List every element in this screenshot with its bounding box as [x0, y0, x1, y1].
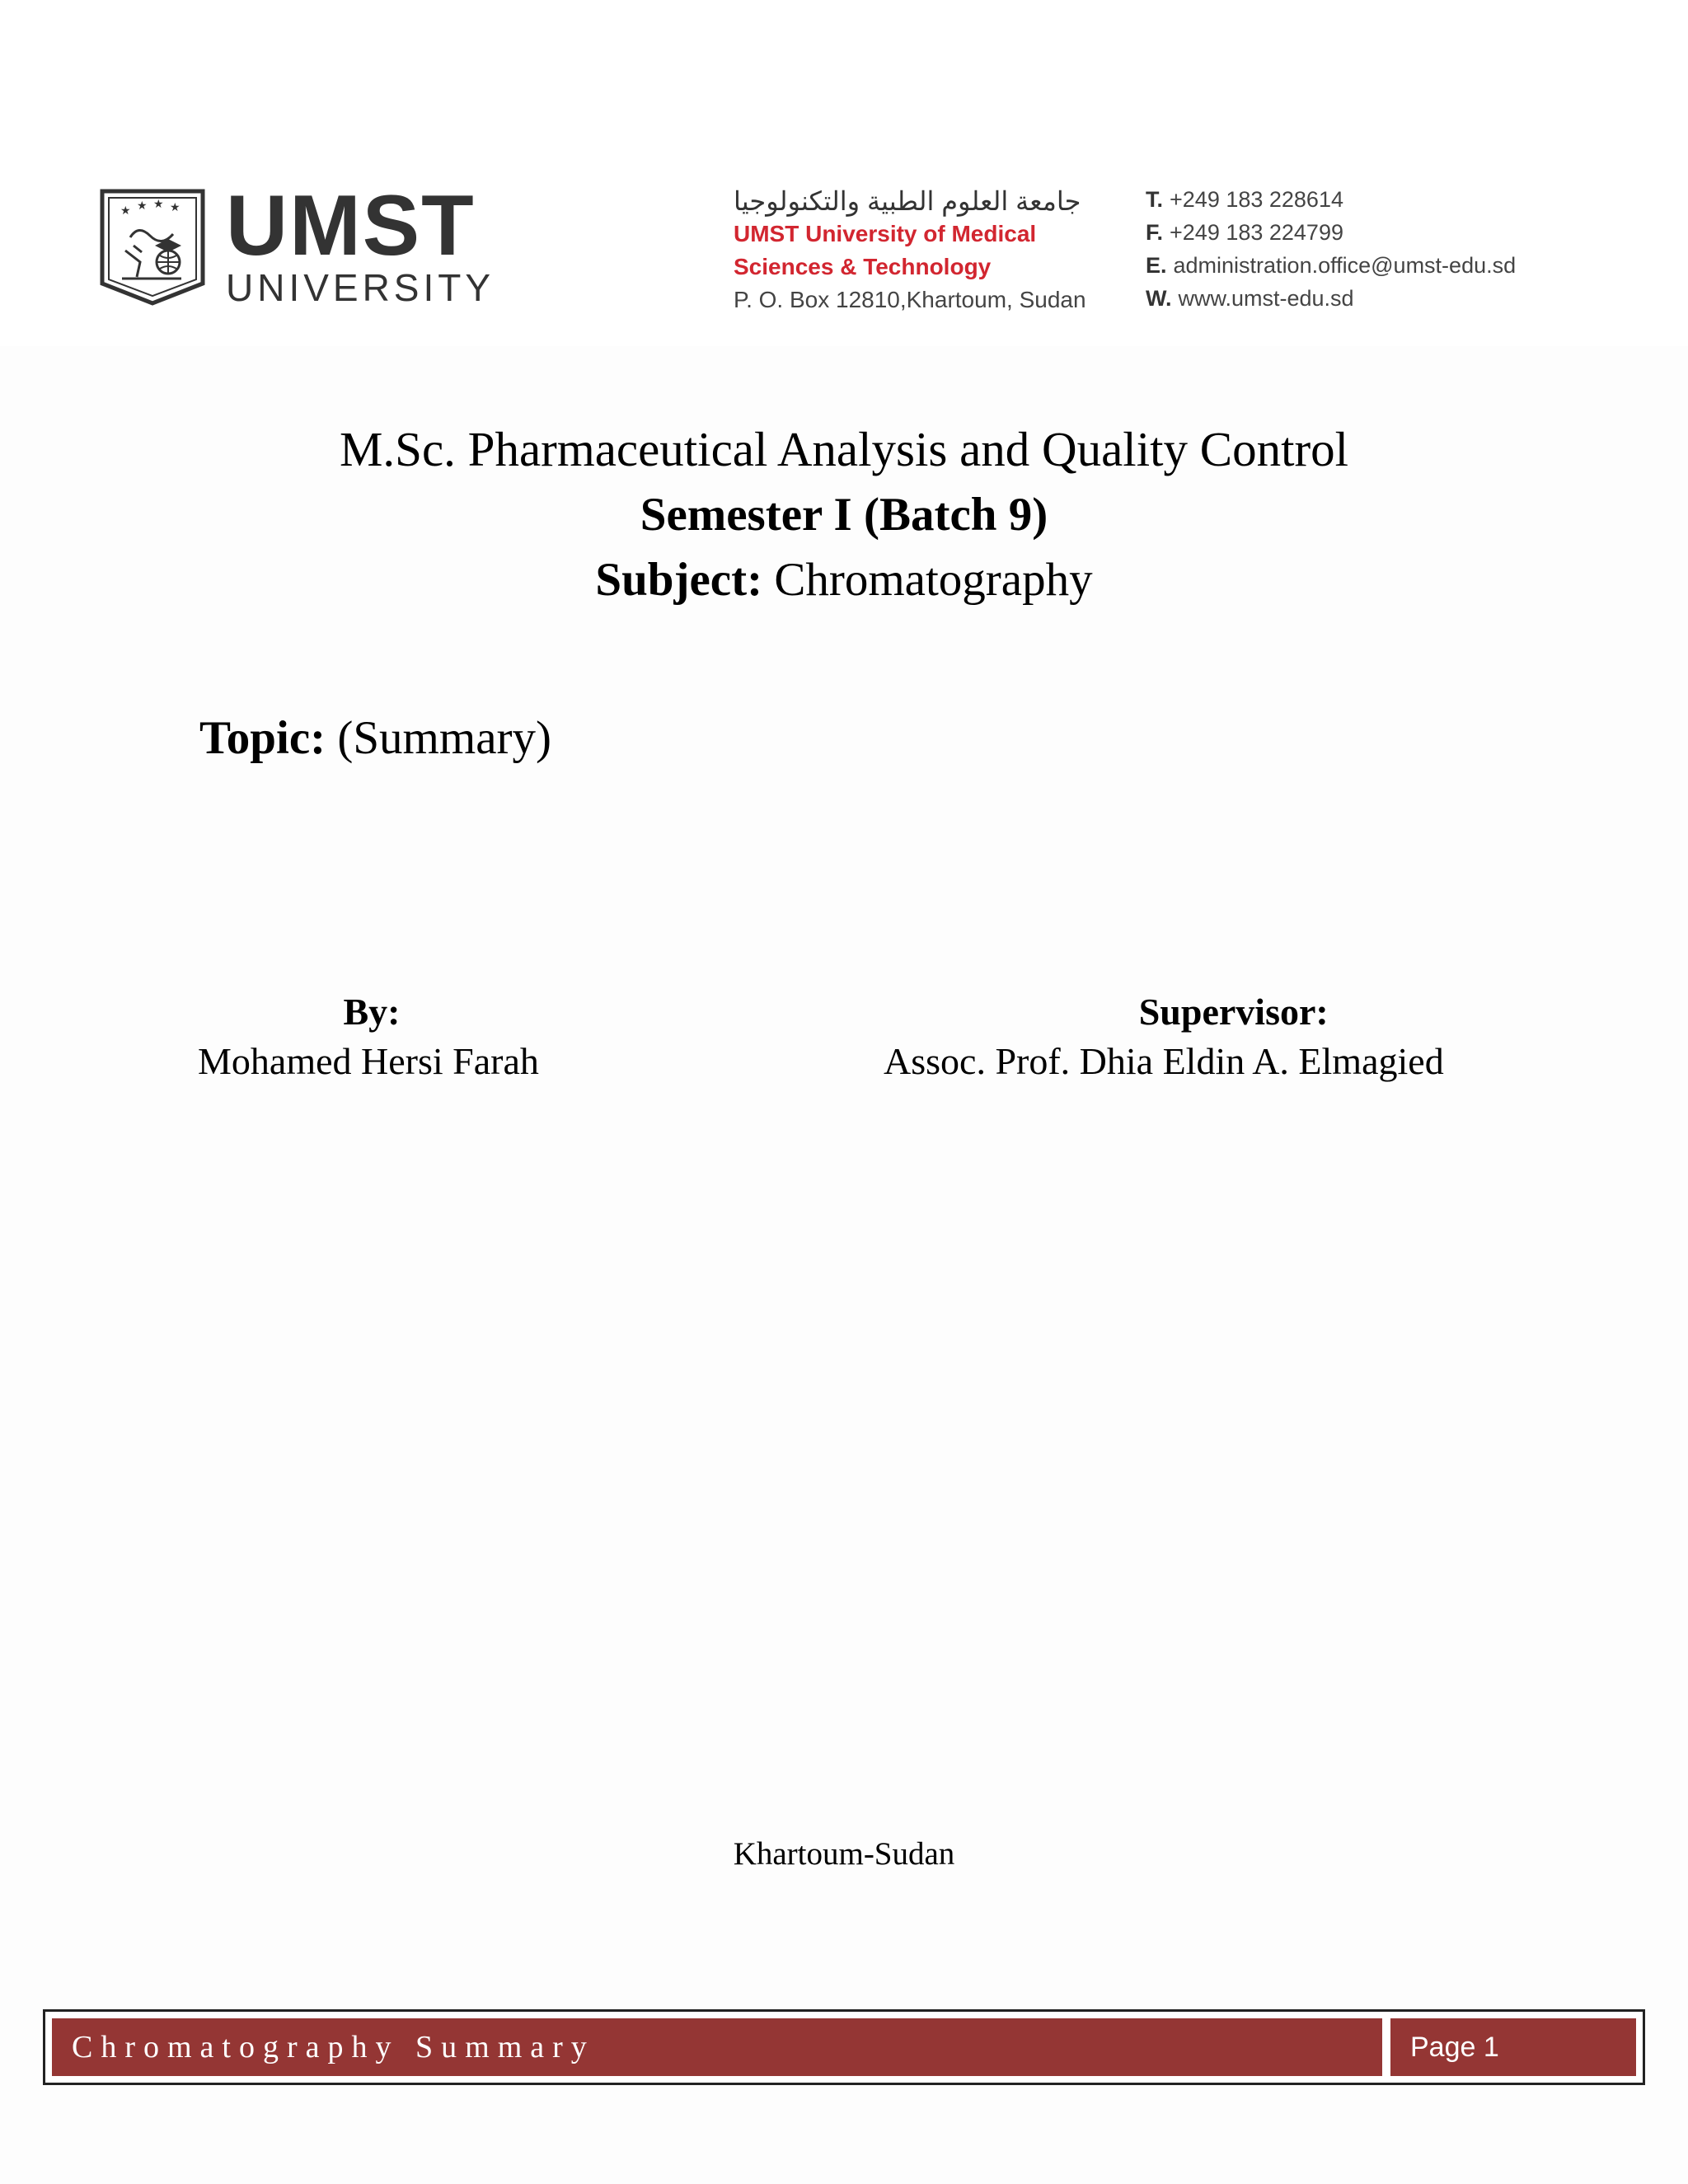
university-crest-icon	[97, 186, 208, 308]
english-name-line1: UMST University of Medical	[734, 221, 1037, 246]
topic-label: Topic:	[199, 712, 326, 764]
contact-phone: T. +249 183 228614	[1146, 187, 1343, 212]
logo-wordmark: UMST	[226, 178, 476, 274]
page-footer	[43, 2009, 1645, 2085]
author-heading: By:	[343, 991, 401, 1033]
supervisor-name: Assoc. Prof. Dhia Eldin A. Elmagied	[884, 1040, 1444, 1082]
title-block	[0, 416, 1688, 612]
svg-text:★: ★	[120, 204, 131, 218]
contact-block	[1146, 183, 1516, 315]
subject-value: Chromatography	[774, 554, 1093, 606]
author-block	[198, 987, 546, 1086]
svg-text:★: ★	[153, 198, 164, 211]
author-name: Mohamed Hersi Farah	[198, 1040, 539, 1082]
program-title: M.Sc. Pharmaceutical Analysis and Quality Control	[339, 422, 1349, 476]
postal-address: P. O. Box 12810,Khartoum, Sudan	[734, 287, 1086, 312]
topic-line	[199, 707, 551, 770]
page-number: Page 1	[1390, 2018, 1636, 2076]
topic-value: (Summary)	[337, 712, 551, 764]
university-name-block	[734, 185, 1086, 316]
university-logo	[97, 178, 495, 309]
arabic-name: جامعة العلوم الطبية والتكنولوجيا	[734, 186, 1081, 216]
contact-fax: F. +249 183 224799	[1146, 220, 1343, 245]
letterhead	[0, 0, 1688, 346]
semester-title: Semester I (Batch 9)	[640, 489, 1048, 541]
english-name-line2: Sciences & Technology	[734, 254, 992, 279]
supervisor-block	[884, 987, 1444, 1086]
location: Khartoum-Sudan	[733, 1836, 955, 1872]
subject-line	[0, 548, 1688, 612]
contact-email: E. administration.office@umst-edu.sd	[1146, 253, 1517, 278]
subject-label: Subject:	[595, 554, 763, 606]
supervisor-heading: Supervisor:	[1138, 991, 1329, 1033]
logo-subtitle: UNIVERSITY	[226, 266, 495, 309]
contact-website: W. www.umst-edu.sd	[1146, 286, 1354, 311]
footer-title: Chromatography Summary	[52, 2018, 1382, 2076]
svg-text:★: ★	[137, 199, 148, 213]
svg-text:★: ★	[170, 201, 181, 214]
